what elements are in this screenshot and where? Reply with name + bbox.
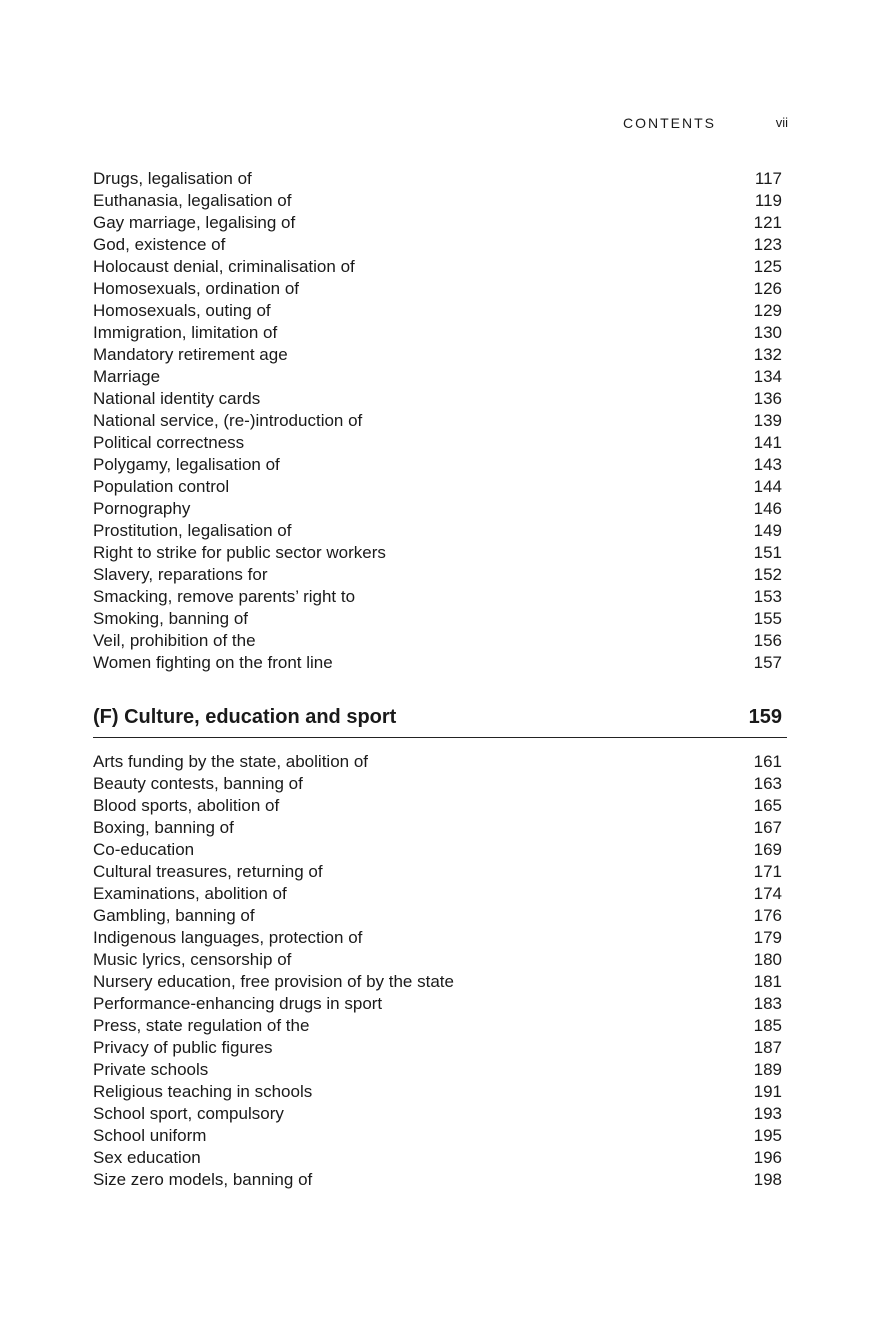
toc-entry (93, 366, 782, 388)
toc-entry (93, 1059, 782, 1081)
toc-entry-label: Nursery education, free provision of by the state (93, 972, 454, 991)
toc-entry-label: Right to strike for public sector workers (93, 543, 386, 562)
toc-entry (93, 542, 782, 564)
toc-entry (93, 300, 782, 322)
toc-entry-label: Smacking, remove parents’ right to (93, 587, 356, 606)
toc-entry-label: Cultural treasures, returning of (93, 862, 323, 881)
toc-entry (93, 949, 782, 971)
toc-entry-label: National service, (re-)introduction of (93, 411, 363, 430)
toc-entry-label: Homosexuals, outing of (93, 301, 271, 320)
toc-entry-page: 183 (753, 994, 782, 1013)
toc-entry-page: 180 (753, 950, 782, 969)
toc-entry (93, 1037, 782, 1059)
toc-entry (93, 388, 782, 410)
toc-entry-page: 176 (753, 906, 782, 925)
toc-entry-page: 163 (753, 774, 782, 793)
toc-entry-label: Blood sports, abolition of (93, 796, 280, 815)
running-head (0, 114, 884, 134)
toc-entry-page: 125 (753, 257, 782, 276)
section-heading (93, 703, 787, 738)
toc-entry-label: God, existence of (93, 235, 226, 254)
toc-entry (93, 190, 782, 212)
toc-entry-page: 189 (753, 1060, 782, 1079)
toc-entry-label: Size zero models, banning of (93, 1170, 313, 1189)
toc-entry (93, 432, 782, 454)
toc-entry-label: Gay marriage, legalising of (93, 213, 296, 232)
toc-entry-page: 185 (753, 1016, 782, 1035)
toc-entry-label: Privacy of public figures (93, 1038, 273, 1057)
toc-list-continued (93, 168, 782, 674)
running-head-title: CONTENTS (623, 115, 716, 131)
toc-entry-page: 181 (753, 972, 782, 991)
toc-entry-page: 144 (753, 477, 782, 496)
toc-entry-page: 167 (753, 818, 782, 837)
toc-entry-page: 169 (753, 840, 782, 859)
toc-entry-label: Political correctness (93, 433, 245, 452)
toc-entry-page: 141 (753, 433, 782, 452)
toc-entry-page: 149 (753, 521, 782, 540)
toc-entry-label: Boxing, banning of (93, 818, 234, 837)
toc-entry-label: Pornography (93, 499, 191, 518)
toc-entry-page: 117 (754, 169, 782, 188)
toc-entry (93, 993, 782, 1015)
toc-entry (93, 498, 782, 520)
toc-entry (93, 212, 782, 234)
toc-entry-label: Gambling, banning of (93, 906, 255, 925)
toc-entry-page: 156 (753, 631, 782, 650)
toc-entry (93, 630, 782, 652)
toc-entry (93, 861, 782, 883)
toc-entry (93, 1081, 782, 1103)
toc-entry (93, 454, 782, 476)
toc-entry-label: Private schools (93, 1060, 209, 1079)
toc-entry-label: Homosexuals, ordination of (93, 279, 300, 298)
toc-entry (93, 927, 782, 949)
toc-entry-label: School sport, compulsory (93, 1104, 284, 1123)
toc-entry-label: Sex education (93, 1148, 201, 1167)
toc-entry (93, 256, 782, 278)
toc-entry (93, 168, 782, 190)
toc-entry (93, 520, 782, 542)
toc-entry-page: 179 (753, 928, 782, 947)
toc-entry (93, 751, 782, 773)
toc-entry-page: 187 (753, 1038, 782, 1057)
toc-entry (93, 1125, 782, 1147)
toc-entry (93, 971, 782, 993)
toc-entry (93, 817, 782, 839)
toc-entry (93, 410, 782, 432)
toc-entry-page: 134 (753, 367, 782, 386)
toc-entry (93, 773, 782, 795)
toc-entry-label: Holocaust denial, criminalisation of (93, 257, 355, 276)
toc-entry (93, 1169, 782, 1191)
toc-entry-label: Marriage (93, 367, 161, 386)
toc-entry-page: 196 (753, 1148, 782, 1167)
toc-entry (93, 883, 782, 905)
toc-entry-page: 195 (753, 1126, 782, 1145)
toc-entry-page: 157 (753, 653, 782, 672)
toc-entry (93, 905, 782, 927)
toc-entry (93, 652, 782, 674)
toc-entry-label: Examinations, abolition of (93, 884, 287, 903)
toc-entry-page: 119 (754, 191, 782, 210)
toc-entry-page: 123 (753, 235, 782, 254)
toc-entry-label: Indigenous languages, protection of (93, 928, 363, 947)
toc-entry-page: 136 (753, 389, 782, 408)
toc-entry-label: Population control (93, 477, 230, 496)
toc-entry (93, 234, 782, 256)
toc-entry (93, 839, 782, 861)
toc-entry-page: 171 (753, 862, 782, 881)
toc-entry-page: 161 (753, 752, 782, 771)
toc-entry-label: Religious teaching in schools (93, 1082, 313, 1101)
toc-entry-label: Polygamy, legalisation of (93, 455, 280, 474)
toc-entry-label: Press, state regulation of the (93, 1016, 310, 1035)
toc-entry-page: 121 (753, 213, 782, 232)
toc-entry-page: 198 (753, 1170, 782, 1189)
toc-entry-page: 143 (753, 455, 782, 474)
toc-entry-page: 126 (753, 279, 782, 298)
toc-list-section-f (93, 751, 782, 1191)
toc-entry-page: 193 (753, 1104, 782, 1123)
toc-entry (93, 564, 782, 586)
toc-entry-page: 174 (753, 884, 782, 903)
toc-entry-label: Beauty contests, banning of (93, 774, 303, 793)
toc-entry (93, 1147, 782, 1169)
toc-entry-page: 129 (753, 301, 782, 320)
toc-entry-label: Performance-enhancing drugs in sport (93, 994, 383, 1013)
toc-entry-label: Arts funding by the state, abolition of (93, 752, 369, 771)
toc-entry-label: National identity cards (93, 389, 261, 408)
page-number: vii (775, 115, 788, 130)
toc-entry-label: Immigration, limitation of (93, 323, 278, 342)
toc-entry-label: Mandatory retirement age (93, 345, 288, 364)
section-title: (F) Culture, education and sport (93, 706, 397, 728)
toc-entry-page: 130 (753, 323, 782, 342)
toc-entry-label: Veil, prohibition of the (93, 631, 256, 650)
toc-entry-label: Women fighting on the front line (93, 653, 333, 672)
toc-entry-page: 151 (753, 543, 782, 562)
toc-entry-page: 152 (753, 565, 782, 584)
toc-entry-label: Co-education (93, 840, 195, 859)
toc-entry (93, 344, 782, 366)
toc-entry-label: Music lyrics, censorship of (93, 950, 292, 969)
toc-entry-page: 153 (753, 587, 782, 606)
toc-entry-page: 165 (753, 796, 782, 815)
toc-entry (93, 795, 782, 817)
toc-entry-label: Smoking, banning of (93, 609, 248, 628)
toc-entry-label: Slavery, reparations for (93, 565, 268, 584)
toc-entry-page: 191 (753, 1082, 782, 1101)
toc-entry (93, 608, 782, 630)
toc-entry-label: School uniform (93, 1126, 207, 1145)
toc-entry (93, 278, 782, 300)
section-page: 159 (748, 706, 782, 728)
toc-entry (93, 322, 782, 344)
toc-entry (93, 476, 782, 498)
toc-entry-page: 139 (753, 411, 782, 430)
toc-entry-label: Drugs, legalisation of (93, 169, 252, 188)
toc-entry-page: 155 (753, 609, 782, 628)
toc-entry (93, 1103, 782, 1125)
toc-entry (93, 586, 782, 608)
toc-entry-page: 146 (753, 499, 782, 518)
toc-entry (93, 1015, 782, 1037)
toc-entry-page: 132 (753, 345, 782, 364)
toc-entry-label: Prostitution, legalisation of (93, 521, 292, 540)
toc-entry-label: Euthanasia, legalisation of (93, 191, 292, 210)
